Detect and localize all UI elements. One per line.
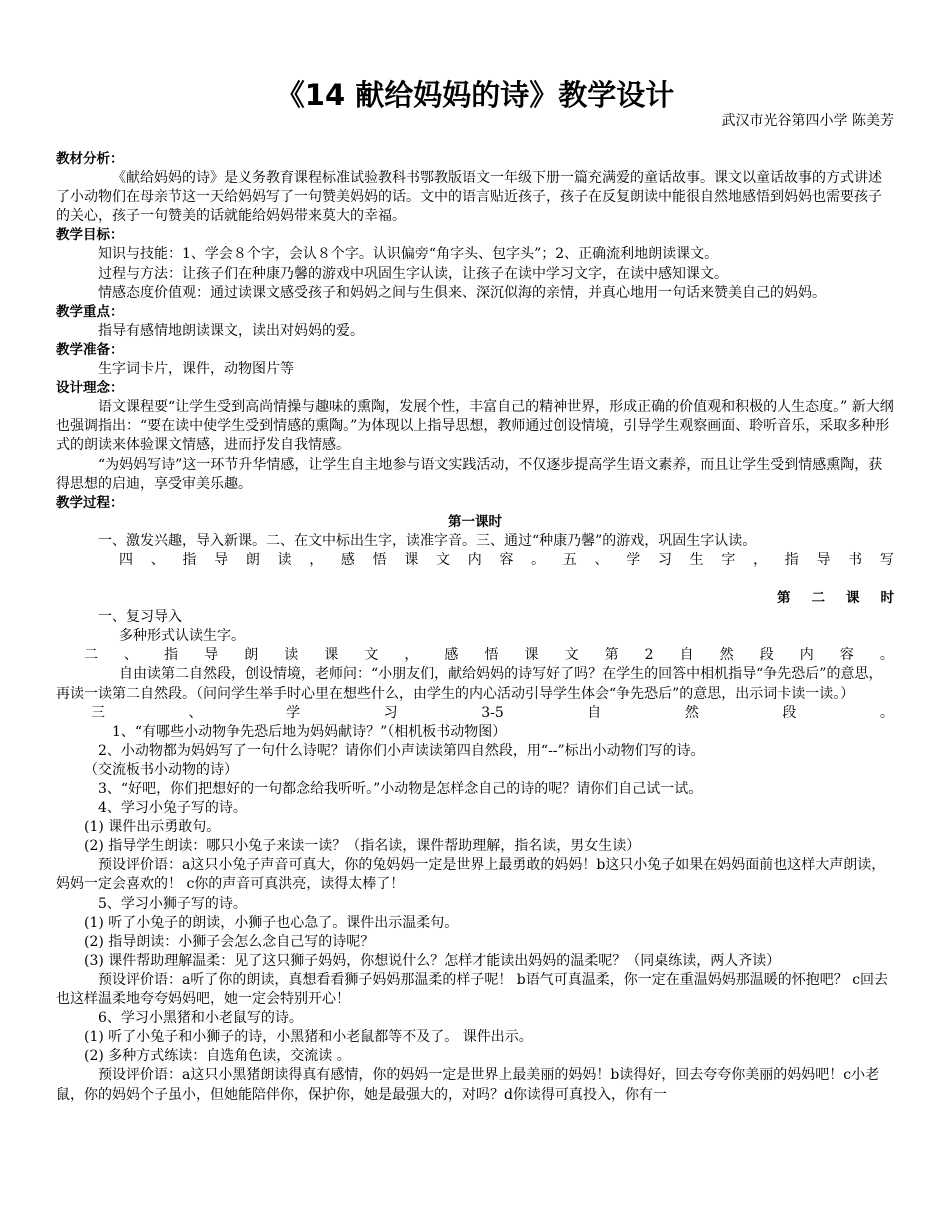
list-item-2: 2、小动物都为妈妈写了一句什么诗呢？请你们小声读读第四自然段，用“--”标出小动物们写的诗。 [98,742,705,759]
spaced-char: 四 [119,551,133,568]
spaced-char: 时 [880,590,894,607]
paragraph-goal-process: 过程与方法：让孩子们在种康乃馨的游戏中巩固生字认读，让孩子在读中学习文字，在读中感知课文。 [98,265,728,282]
list-item-4: 4、学习小兔子写的诗。 [98,800,247,817]
paragraph-prep: 生字词卡片，课件，动物图片等 [98,361,294,378]
paragraph-idea-2: “为妈妈写诗”这一环节升华情感，让学生自主地参与语文实践活动，不仅逐步提高学生语文素养，而且让学生受到情感熏陶，获得思想的启迪，享受审美乐趣。 [56,456,883,492]
list-item-6-sub-2: (2) 多种方式练读：自选角色读，交流读 。 [84,1048,351,1065]
lesson-2-step-1: 一、复习导入 [98,609,182,626]
lesson-1-heading: 第一课时 [448,513,502,530]
spaced-char: 指 [182,551,197,568]
spaced-char: 悟 [372,551,387,568]
spaced-char: 3-5 [481,704,504,721]
spaced-char: 然 [684,704,699,721]
section-heading-analysis: 教材分析： [56,151,124,167]
spaced-char: 内 [467,551,482,568]
spaced-char: 段 [759,647,774,664]
lesson-2-heading [56,589,894,608]
spaced-char: 。 [879,704,894,721]
spaced-char: 课 [404,551,419,568]
paragraph-analysis: 《献给妈妈的诗》是义务教育课程标准试验教科书鄂教版语文一年级下册一篇充满爱的童话故事。课文以童话故事的方式讲述了小动物们在母亲节这一天给妈妈写了一句赞美妈妈的话。文中的语言贴近孩子，孩子在反复朗读中能很自然地感悟到妈妈也需要孩子的关心，孩子一句赞美的话就能给妈妈带来莫大的幸福。 [56,170,882,225]
spaced-char: 课 [524,647,539,664]
spaced-char: 读 [284,647,299,664]
lesson-1-steps-2 [56,551,894,570]
spaced-char: 、 [124,647,139,664]
list-item-5-sub-1: (1) 听了小兔子的朗读，小狮子也心急了。课件出示温柔句。 [84,914,459,931]
spaced-char: 习 [657,551,672,568]
spaced-char: 学 [286,704,301,721]
spaced-char: 指 [784,551,799,568]
section-heading-prep: 教学准备： [56,341,124,358]
section-heading-idea: 设计理念： [56,380,124,397]
spaced-char: 写 [879,551,894,568]
list-item-4-sub-1: (1) 课件出示勇敢句。 [84,819,221,836]
spaced-char: 三 [91,704,105,721]
spaced-char: 二 [84,647,98,664]
list-item-4-eval: 预设评价语：a这只小兔子声音可真大，你的兔妈妈一定是世界上最勇敢的妈妈！b这只小兔子如果在妈妈面前也这样大声朗读，妈妈一定会喜欢的！ c你的声音可真洪亮，读得太棒了！ [56,857,886,893]
section-heading-key: 教学重点： [56,303,124,320]
lesson-2-step-3 [56,704,894,723]
spaced-char: 、 [150,551,165,568]
lesson-2-step-2 [56,646,894,665]
list-item-4-sub-2: (2) 指导学生朗读：哪只小兔子来读一读？（指名读，课件帮助理解，指名读，男女生读） [84,838,641,855]
spaced-char: 习 [383,704,398,721]
spaced-char: 文 [436,551,451,568]
list-item-2-note: （交流板书小动物的诗） [84,761,238,778]
section-heading-goals: 教学目标： [56,227,124,244]
spaced-char: 自 [587,704,602,721]
spaced-char: 、 [188,704,203,721]
spaced-char: 生 [689,551,704,568]
spaced-char: 导 [214,551,229,568]
document-body [56,150,894,1105]
list-item-5-sub-3: (3) 课件帮助理解温柔：见了这只狮子妈妈，你想说什么？怎样才能读出妈妈的温柔呢？（同桌练读，两人齐读） [84,952,781,969]
list-item-5: 5、学习小狮子写的诗。 [98,895,247,912]
spaced-char: 2 [644,647,654,664]
blank-line [56,570,894,589]
spaced-char: 二 [811,590,825,607]
spaced-char: 然 [719,647,734,664]
spaced-char: ， [404,647,419,664]
spaced-char: 第 [777,590,791,607]
spaced-char: 导 [816,551,831,568]
spaced-char: 自 [679,647,694,664]
spaced-char: 文 [364,647,379,664]
spaced-char: 五 [562,551,577,568]
spaced-char: 悟 [484,647,499,664]
spaced-char: 读 [277,551,292,568]
spaced-char: 。 [879,647,894,664]
spaced-char: 字 [721,551,736,568]
paragraph-key: 指导有感情地朗读课文，读出对妈妈的爱。 [98,322,364,339]
list-item-5-sub-2: (2) 指导朗读：小狮子会怎么念自己写的诗呢？ [84,933,375,950]
spaced-char: 导 [204,647,219,664]
paragraph-idea-1: 语文课程要“让学生受到高尚情操与趣味的熏陶，发展个性，丰富自己的精神世界，形成正确的价值观和积极的人生态度。” 新大纲也强调指出：“要在读中使学生受到情感的熏陶。”为体现以上指导思想，教师通过创设情境，引导学生观察画面、聆听音乐，采取多种形式的朗读来体验课文情感，进而抒发自我情感。 [56,399,894,454]
lesson-2-step-2-detail: 自由读第二自然段，创设情境，老师问：“小朋友们，献给妈妈的诗写好了吗？在学生的回答中相机指导“争先恐后”的意思，再读一读第二自然段。（问问学生举手时心里在想些什么，由学生的内心活动引导学生体会“争先恐后”的意思，出示词卡读一读。） [56,666,883,702]
list-item-1: 1、“有哪些小动物争先恐后地为妈妈献诗？”（相机板书动物图） [112,723,507,740]
lesson-1-steps: 一、激发兴趣，导入新课。二、在文中标出生字，读准字音。三、通过“种康乃馨”的游戏，巩固生字认读。 [98,532,757,549]
list-item-6-sub-1: (1) 听了小兔子和小狮子的诗，小黑猪和小老鼠都等不及了。 课件出示。 [84,1029,533,1046]
spaced-char: 第 [604,647,619,664]
paragraph-goal-knowledge: 知识与技能：1、学会８个字，会认８个字。认识偏旁“角字头、包字头”；2、正确流利地朗读课文。 [98,246,719,263]
author-line: 武汉市光谷第四小学 陈美芳 [721,113,894,129]
spaced-char: 段 [782,704,797,721]
spaced-char: 课 [846,590,860,607]
spaced-char: 朗 [245,551,260,568]
spaced-char: 容 [499,551,514,568]
spaced-char: 课 [324,647,339,664]
spaced-char: 。 [531,551,546,568]
lesson-2-step-1-detail: 多种形式认读生字。 [119,628,245,645]
spaced-char: 感 [444,647,459,664]
spaced-char: 感 [340,551,355,568]
list-item-6: 6、学习小黑猪和小老鼠写的诗。 [98,1010,303,1027]
document-title: 《14 献给妈妈的诗》教学设计 [275,78,675,112]
list-item-5-eval: 预设评价语：a听了你的朗读，真想看看狮子妈妈那温柔的样子呢！ b语气可真温柔，你一定在重温妈妈那温暖的怀抱吧？ c回去也这样温柔地夸夸妈妈吧，她一定会特别开心！ [56,971,889,1008]
spaced-char: 内 [799,647,814,664]
list-item-3: 3、“好吧，你们把想好的一句都念给我听听。”小动物是怎样念自己的诗的呢？请你们自己试一试。 [98,781,703,797]
spaced-char: ， [309,551,324,568]
section-heading-process: 教学过程： [56,494,124,511]
spaced-char: 文 [564,647,579,664]
list-item-6-eval: 预设评价语：a这只小黑猪朗读得真有感情，你的妈妈一定是世界上最美丽的妈妈！b读得好，回去夸夸你美丽的妈妈吧！c小老鼠，你的妈妈个子虽小，但她能陪伴你，保护你，她是最强大的，对吗？d你读得可真投入，你有一 [56,1067,880,1103]
spaced-char: 容 [839,647,854,664]
paragraph-goal-emotion: 情感态度价值观：通过读课文感受孩子和妈妈之间与生俱来、深沉似海的亲情，并真心地用一句话来赞美自己的妈妈。 [98,284,826,301]
spaced-char: 书 [848,551,863,568]
spaced-char: 、 [594,551,609,568]
spaced-char: 指 [164,647,179,664]
spaced-char: 学 [626,551,641,568]
spaced-char: ， [753,551,768,568]
spaced-char: 朗 [244,647,259,664]
